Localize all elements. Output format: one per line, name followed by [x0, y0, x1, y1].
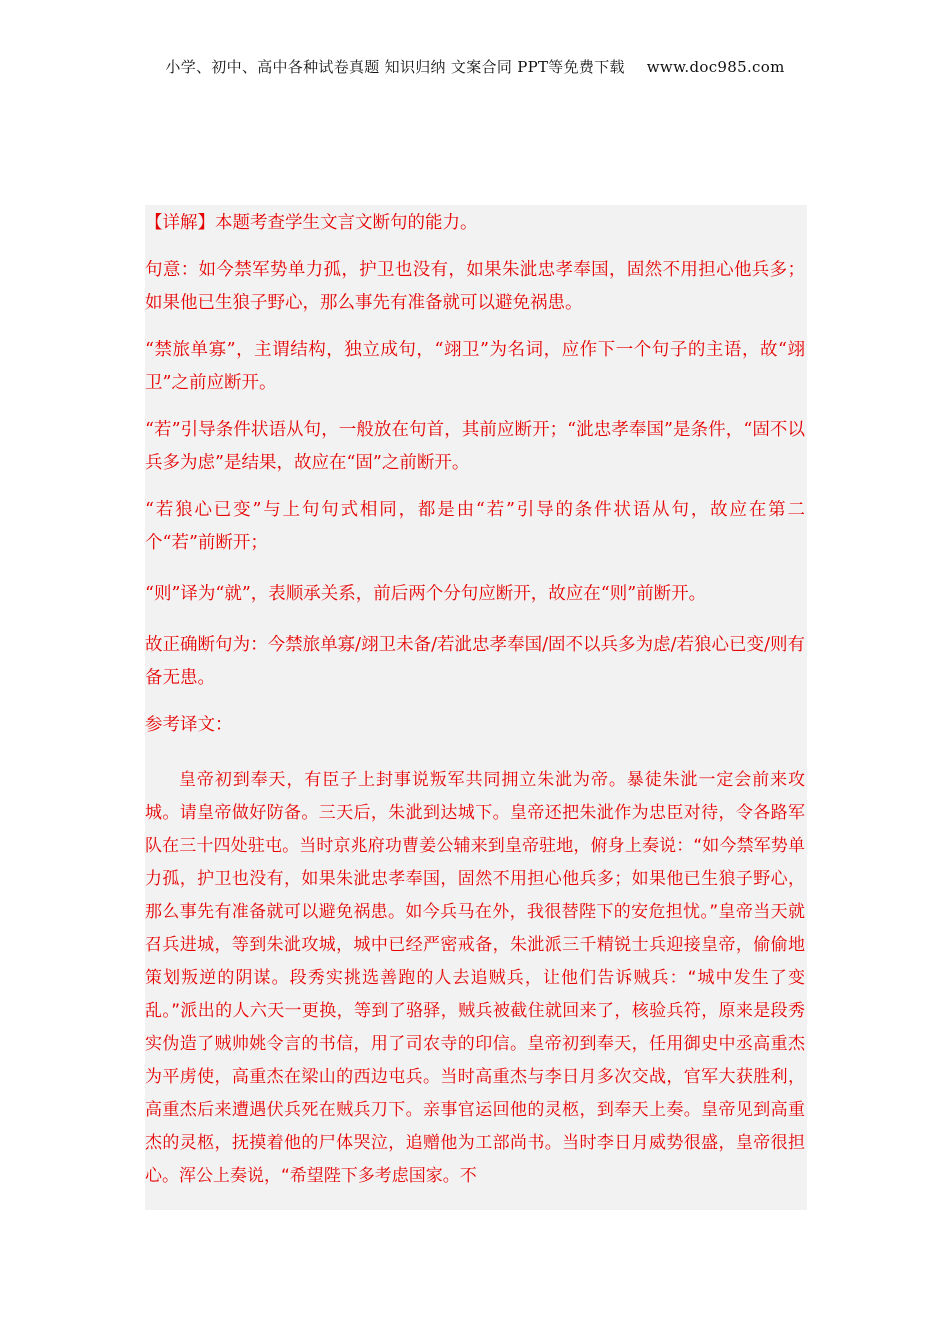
- header-text: 小学、初中、高中各种试卷真题 知识归纳 文案合同 PPT等免费下载: [165, 58, 625, 76]
- detail-heading: 【详解】本题考查学生文言文断句的能力。: [145, 213, 478, 233]
- reference-translation: 皇帝初到奉天，有臣子上封事说叛军共同拥立朱泚为帝。暴徒朱泚一定会前来攻城。请皇帝做好防备。三天后，朱泚到达城下。皇帝还把朱泚作为忠臣对待，令各路军队在三十四处驻屯。当时京兆府功曹姜公辅来到皇帝驻地，俯身上奏说：“如今禁军势单力孤，护卫也没有，如果朱泚忠孝奉国，固然不用担心他兵多；如果他已生狼子野心，那么事先有准备就可以避免祸患。如今兵马在外，我很替陛下的安危担忧。”皇帝当天就召兵进城，等到朱泚攻城，城中已经严密戒备，朱泚派三千精锐士兵迎接皇帝，偷偷地策划叛逆的阴谋。段秀实挑选善跑的人去追贼兵，让他们告诉贼兵：“城中发生了变乱。”派出的人六天一更换，等到了骆驿，贼兵被截住就回来了，核验兵符，原来是段秀实伪造了贼帅姚令言的书信，用了司农寺的印信。皇帝初到奉天，任用御史中丞高重杰为平虏使，高重杰在梁山的西边屯兵。当时高重杰与李日月多次交战，官军大获胜利，高重杰后来遭遇伏兵死在贼兵刀下。亲事官运回他的灵柩，到奉天上奏。皇帝见到高重杰的灵柩，抚摸着他的尸体哭泣，追赠他为工部尚书。当时李日月威势很盛，皇帝很担心。浑公上奏说，“希望陛下多考虑国家。不: [145, 770, 805, 1186]
- reference-label: 参考译文：: [145, 715, 233, 735]
- analysis-point-3: “若狼心已变”与上句句式相同，都是由“若”引导的条件状语从句，故应在第二个“若”前断开；: [145, 500, 805, 553]
- analysis-point-1: “禁旅单寡”，主谓结构，独立成句，“翊卫”为名词，应作下一个句子的主语，故“翊卫”之前应断开。: [145, 340, 805, 393]
- answer-explanation: [145, 205, 807, 1210]
- page-header: [0, 56, 950, 77]
- analysis-point-2: “若”引导条件状语从句，一般放在句首，其前应断开；“泚忠孝奉国”是条件，“固不以兵多为虑”是结果，故应在“固”之前断开。: [145, 420, 805, 473]
- correct-answer: 故正确断句为：今禁旅单寡/翊卫未备/若泚忠孝奉国/固不以兵多为虑/若狼心已变/则有备无患。: [145, 635, 805, 688]
- sentence-meaning: 句意：如今禁军势单力孤，护卫也没有，如果朱泚忠孝奉国，固然不用担心他兵多；如果他已生狼子野心，那么事先有准备就可以避免祸患。: [145, 260, 805, 313]
- analysis-point-4: “则”译为“就”，表顺承关系，前后两个分句应断开，故应在“则”前断开。: [145, 584, 707, 604]
- header-site: www.doc985.com: [646, 58, 785, 76]
